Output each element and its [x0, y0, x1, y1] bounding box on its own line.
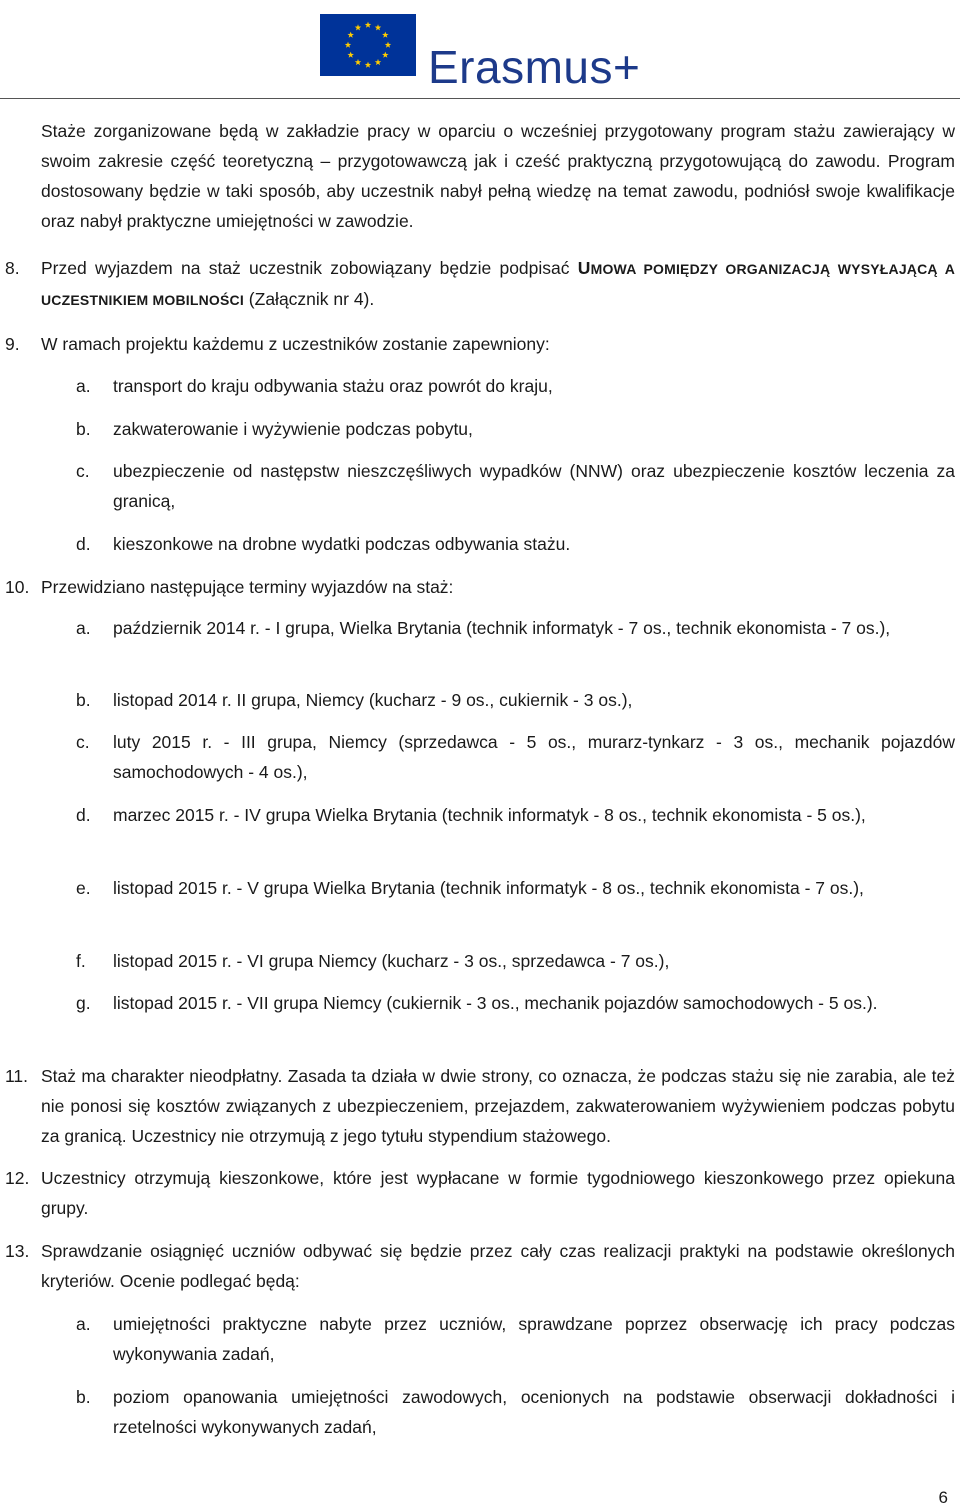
item-10g-text: listopad 2015 r. - VII grupa Niemcy (cukiernik - 3 os., mechanik pojazdów samochodowych - 5 os.).	[113, 993, 878, 1013]
agreement-title-initial: U	[577, 258, 591, 278]
item-10-number: 10.	[5, 577, 30, 597]
item-10g-letter: g.	[76, 993, 91, 1013]
item-10f-text: listopad 2015 r. - VI grupa Niemcy (kucharz - 3 os., sprzedawca - 7 os.),	[113, 951, 670, 971]
item-12-number: 12.	[5, 1168, 30, 1188]
page-header	[0, 0, 960, 100]
page-number: 6	[938, 1488, 948, 1507]
item-9c-text: ubezpieczenie od następstw nieszczęśliwych wypadków (NNW) oraz ubezpieczenie kosztów leczenia za granicą,	[113, 461, 955, 511]
item-9d-text: kieszonkowe na drobne wydatki podczas odbywania stażu.	[113, 534, 571, 554]
item-13b-text: poziom opanowania umiejętności zawodowych, ocenionych na podstawie obserwacji dokładności i rzetelności wykonywanych zadań,	[113, 1387, 955, 1437]
item-10a-text: październik 2014 r. - I grupa, Wielka Brytania (technik informatyk - 7 os., technik ekonomista - 7 os.),	[113, 618, 891, 638]
item-9b-text: zakwaterowanie i wyżywienie podczas pobytu,	[113, 419, 473, 439]
item-13a-letter: a.	[76, 1314, 91, 1334]
item-10e-letter: e.	[76, 878, 91, 898]
eu-flag-icon	[320, 14, 416, 76]
header-divider	[0, 98, 960, 99]
item-9-text: W ramach projektu każdemu z uczestników zostanie zapewniony:	[41, 334, 550, 354]
item-10b-letter: b.	[76, 690, 91, 710]
item-10d-text: marzec 2015 r. - IV grupa Wielka Brytania (technik informatyk - 8 os., technik ekonomista - 5 os.),	[113, 805, 866, 825]
item-9a-letter: a.	[76, 376, 91, 396]
item-8-text	[41, 253, 955, 315]
intro-paragraph: Staże zorganizowane będą w zakładzie pracy w oparciu o wcześniej przygotowany program stażu zawierający w swoim zakresie część teoretyczną – przygotowawczą jak i cześć praktyczną przygotowującą do zawodu. Program dostosowany będzie w taki sposób, aby uczestnik nabył pełną wiedzę na temat zawodu, podniósł swoje kwalifikacje oraz nabył praktyczne umiejętności w zawodzie.	[41, 121, 955, 231]
item-11-number: 11.	[5, 1066, 29, 1086]
item-8-number: 8.	[5, 258, 20, 278]
item-9a-text: transport do kraju odbywania stażu oraz powrót do kraju,	[113, 376, 553, 396]
item-10d-letter: d.	[76, 805, 91, 825]
brand-name: Erasmus+	[428, 41, 641, 93]
agreement-title-rest: MOWA POMIĘDZY ORGANIZACJĄ WYSYŁAJĄCĄ A UCZESTNIKIEM MOBILNOŚCI	[41, 261, 956, 308]
item-10e-text: listopad 2015 r. - V grupa Wielka Brytania (technik informatyk - 8 os., technik ekonomista - 7 os.),	[113, 878, 864, 898]
item-9b-letter: b.	[76, 419, 91, 439]
item-8-text-after: (Załącznik nr 4).	[243, 289, 375, 309]
item-10a-letter: a.	[76, 618, 91, 638]
item-13-text: Sprawdzanie osiągnięć uczniów odbywać się będzie przez cały czas realizacji praktyki na podstawie określonych kryteriów. Ocenie podlegać będą:	[41, 1241, 955, 1291]
item-9c-letter: c.	[76, 461, 90, 481]
item-13-number: 13.	[5, 1241, 30, 1261]
item-11-text: Staż ma charakter nieodpłatny. Zasada ta działa w dwie strony, co oznacza, że podczas stażu się nie zarabia, ale też nie ponosi się kosztów związanych z ubezpieczeniem, przejazdem, zakwaterowaniem wyżywieniem podczas pobytu za granicą. Uczestnicy nie otrzymują z jego tytułu stypendium stażowego.	[41, 1066, 955, 1146]
item-9d-letter: d.	[76, 534, 91, 554]
item-10c-letter: c.	[76, 732, 90, 752]
item-10f-letter: f.	[76, 951, 86, 971]
item-9-number: 9.	[5, 334, 20, 354]
item-12-text: Uczestnicy otrzymują kieszonkowe, które jest wypłacane w formie tygodniowego kieszonkowego przez opiekuna grupy.	[41, 1168, 955, 1218]
item-10c-text: luty 2015 r. - III grupa, Niemcy (sprzedawca - 5 os., murarz-tynkarz - 3 os., mechanik pojazdów samochodowych - 4 os.),	[113, 732, 955, 782]
item-13a-text: umiejętności praktyczne nabyte przez uczniów, sprawdzane poprzez obserwację ich pracy podczas wykonywania zadań,	[113, 1314, 955, 1364]
erasmus-logo	[320, 14, 641, 93]
item-13b-letter: b.	[76, 1387, 91, 1407]
item-10-text: Przewidziano następujące terminy wyjazdów na staż:	[41, 577, 454, 597]
item-10b-text: listopad 2014 r. II grupa, Niemcy (kucharz - 9 os., cukiernik - 3 os.),	[113, 690, 633, 710]
item-8-text-before: Przed wyjazdem na staż uczestnik zobowiązany będzie podpisać	[41, 258, 578, 278]
